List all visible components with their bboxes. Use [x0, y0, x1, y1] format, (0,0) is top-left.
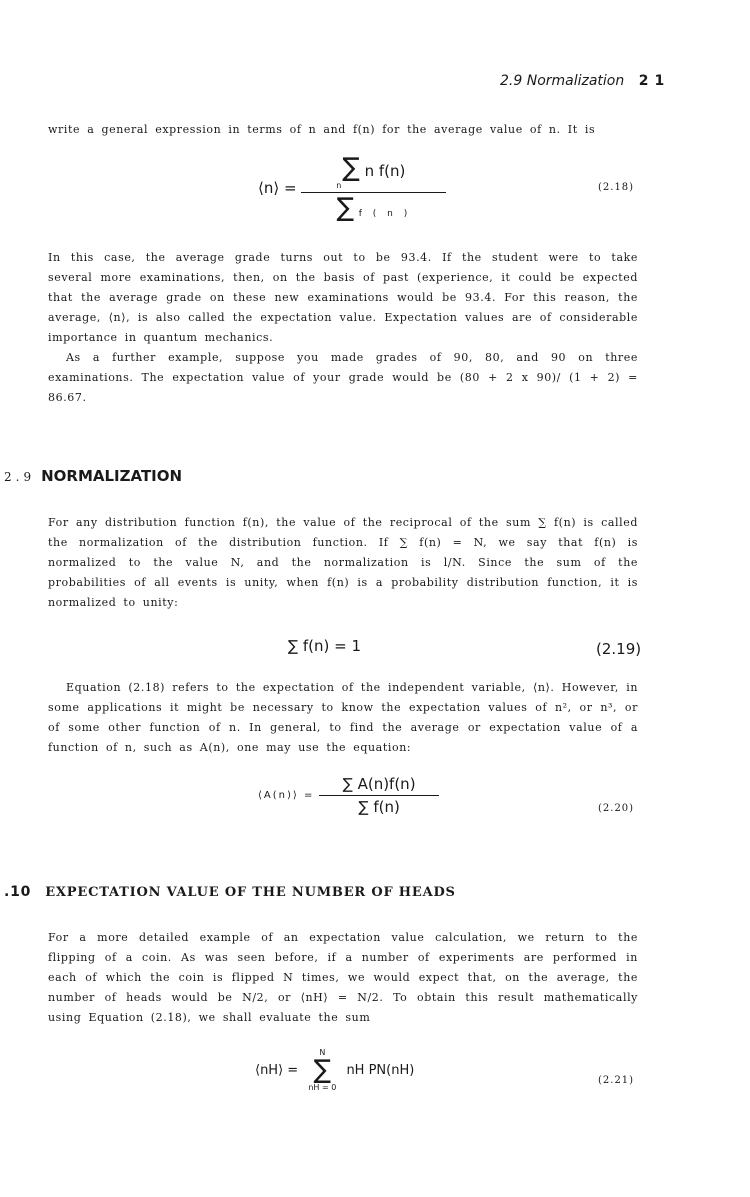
eq218-label: (2.18) [598, 182, 635, 193]
section-title: EXPECTATION VALUE OF THE NUMBER OF HEADS [45, 885, 456, 900]
page-header [500, 73, 670, 89]
equation-2-20 [258, 775, 439, 816]
eq218-sum-den: ∑ [336, 193, 354, 223]
section-2-9-heading [4, 467, 182, 485]
section-title: NORMALIZATION [41, 467, 183, 485]
section-number: .10 [4, 884, 32, 900]
eq218-bar [301, 192, 446, 193]
eq221-rhs: nH PN(nH) [346, 1062, 415, 1078]
paragraph-coin-example: For a more detailed example of an expectation value calculation, we return to the flipping of a coin. As was seen before, if a number of experiments are performed in each of which the coin is flipped N times, we would expect that, on the average, the number of heads would be N/2, or ⟨nH⟩ = N/2. To obtain this result mathematically using Equation (2.18), we shall evaluate the sum [48, 931, 638, 1024]
eq218-sum-num: ∑ [342, 153, 360, 183]
eq219-expression: ∑ f(n) = 1 [288, 637, 362, 655]
equation-2-21 [255, 1048, 414, 1092]
eq220-bar [319, 795, 439, 796]
eq220-fraction [319, 775, 439, 816]
eq221-label: (2.21) [598, 1075, 635, 1086]
eq221-upper-limit: N [319, 1048, 326, 1057]
eq220-lhs: ⟨A(n)⟩ = [258, 790, 315, 801]
section-number: 2.9 [4, 470, 36, 484]
equation-2-18 [258, 155, 446, 221]
section-2-10-heading [4, 884, 456, 900]
eq220-denominator: ∑ f(n) [358, 798, 400, 816]
paragraph-expectation: In this case, the average grade turns out to be 93.4. If the student were to take several more examinations, then, on the basis of past (experience, it could be expected that the average grade on these new examinations would be 93.4. For this reason, the average, ⟨n⟩, is also called the expectation value. Expectation values are of considerable importance in quantum mechanics. As a further example, suppose you made grades of 90, 80, and 90 on three examinations. The expectation value of your grade would be (80 + 2 x 90)/ (1 + 2) = 86.67. [48, 251, 638, 404]
eq221-sigma: ∑ [313, 1055, 332, 1085]
eq220-numerator: ∑ A(n)f(n) [342, 775, 416, 793]
paragraph-expectation-function: Equation (2.18) refers to the expectation of the independent variable, ⟨n⟩. However, in some applications it might be necessary to know the expectation values of n², or n³, or of some other function of n. In general, to find the average or expectation value of a function of n, such as A(n), one may use the equation: [48, 681, 638, 754]
eq218-num-sub: n [336, 181, 342, 190]
page-number: 21 [638, 73, 671, 89]
eq218-numerator: n f(n) [364, 162, 406, 180]
header-section: 2.9 Normalization [500, 73, 625, 89]
eq221-sum [308, 1048, 336, 1092]
eq221-lower-limit: nH = 0 [308, 1083, 337, 1092]
paragraph-normalization: For any distribution function f(n), the value of the reciprocal of the sum ∑ f(n) is called the normalization of the distribution function. If ∑ f(n) = N, we say that f(n) is normalized to the value N, and the normalization is l/N. Since the sum of the probabilities of all events is unity, when f(n) is a probability distribution function, it is normalized to unity: [48, 516, 638, 609]
eq220-label: (2.20) [598, 803, 635, 814]
intro-text: write a general expression in terms of n and f(n) for the average value of n. It is [48, 123, 596, 136]
eq221-lhs: ⟨nH⟩ = [255, 1062, 299, 1078]
eq219-label: (2.19) [596, 640, 642, 658]
eq218-lhs: ⟨n⟩ = [258, 179, 297, 197]
equation-2-19 [288, 637, 361, 655]
eq218-denominator: f ( n ) [358, 209, 412, 219]
eq218-fraction [301, 155, 446, 221]
